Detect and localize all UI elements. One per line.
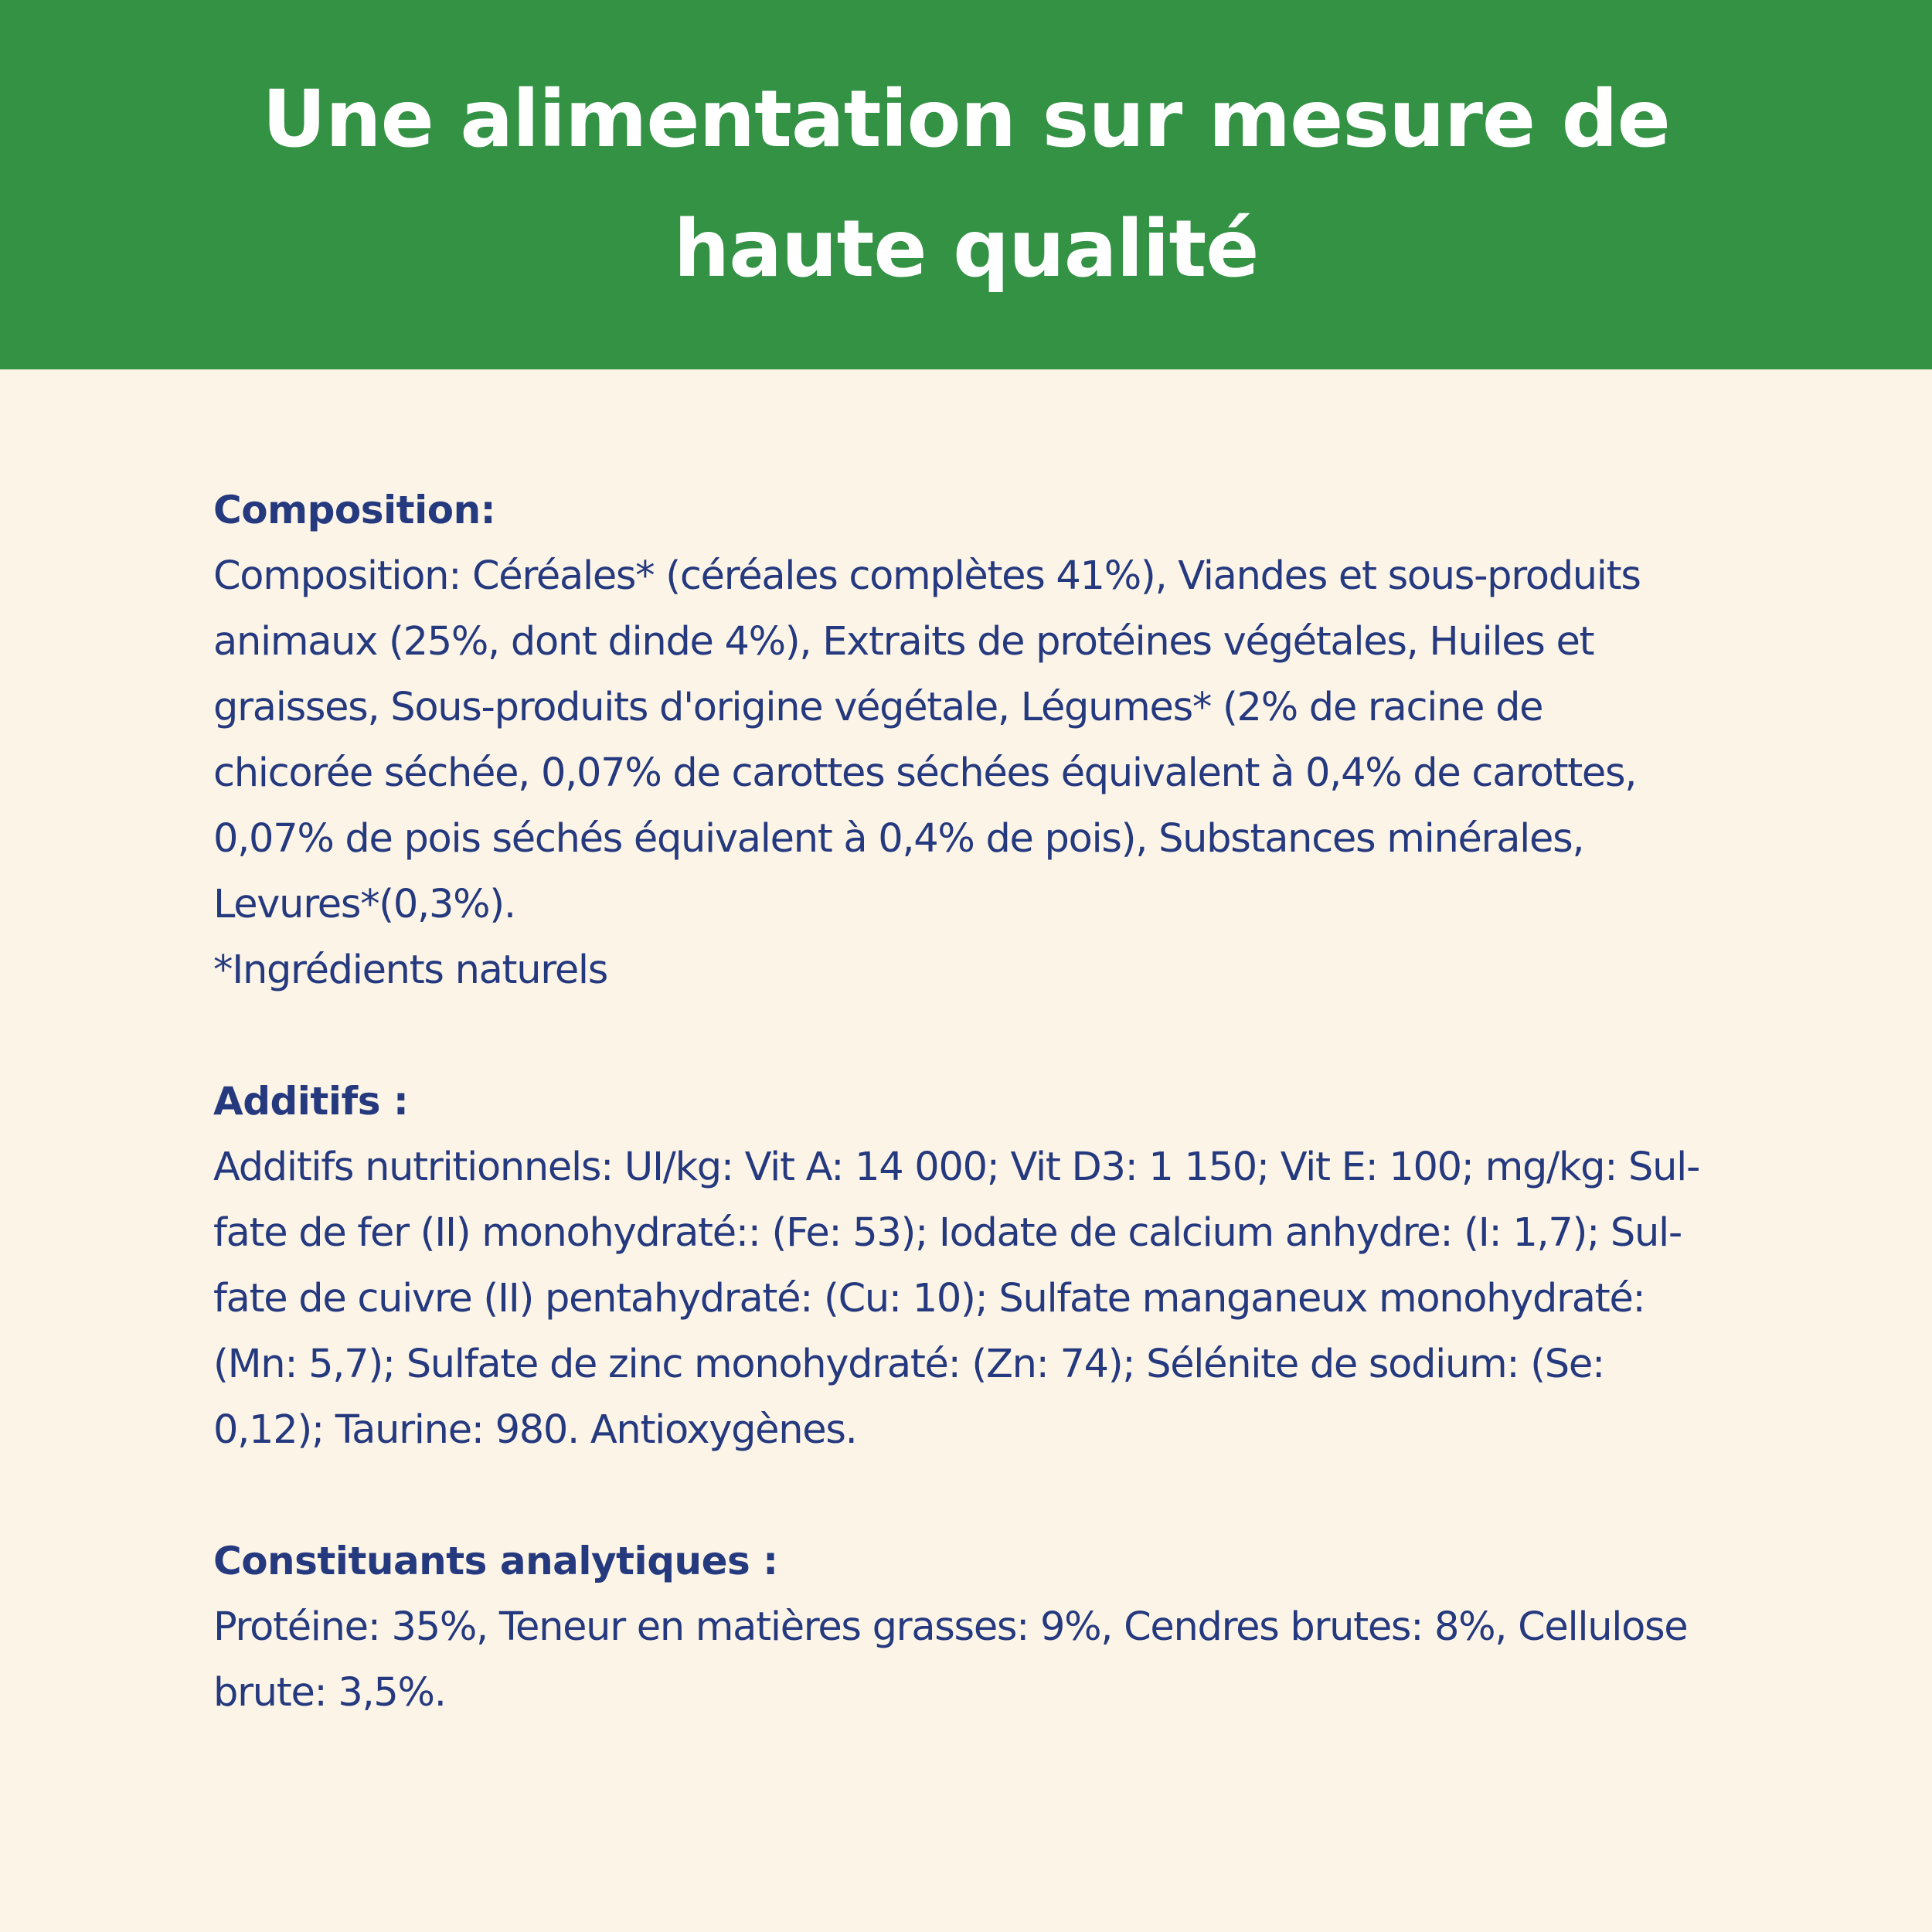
constituants-section [213,1529,1759,1726]
constituants-heading: Constituants analytiques : [213,1539,778,1583]
additifs-line: Additifs nutritionnels: UI/kg: Vit A: 14 000; Vit D3: 1 150; Vit E: 100; mg/kg: Sul- [213,1145,1700,1190]
additifs-heading: Additifs : [213,1079,409,1124]
composition-line: animaux (25%, dont dinde 4%), Extraits de protéines végétales, Huiles et [213,619,1594,665]
composition-line: chicorée séchée, 0,07% de carottes séchées équivalent à 0,4% de carottes, [213,750,1637,796]
composition-heading: Composition: [213,488,496,532]
composition-line: Composition: Céréales* (céréales complètes 41%), Viandes et sous-produits [213,553,1641,599]
page-title-line-2: haute qualité [673,203,1259,295]
additifs-line: fate de cuivre (II) pentahydraté: (Cu: 10); Sulfate manganeux monohydraté: [213,1276,1645,1321]
additifs-line: fate de fer (II) monohydraté:: (Fe: 53); Iodate de calcium anhydre: (I: 1,7); Sul- [213,1210,1682,1256]
additifs-line: (Mn: 5,7); Sulfate de zinc monohydraté: (Zn: 74); Sélénite de sodium: (Se: [213,1342,1604,1387]
page-title [116,55,1816,315]
additifs-line: 0,12); Taurine: 980. Antioxygènes. [213,1407,857,1453]
composition-section [213,478,1759,1003]
composition-line: graisses, Sous-produits d'origine végétale, Légumes* (2% de racine de [213,685,1543,730]
composition-line: Levures*(0,3%). [213,882,515,927]
natural-ingredients-note: *Ingrédients naturels [213,947,608,993]
header-banner [0,0,1932,369]
constituants-line: Protéine: 35%, Teneur en matières grasses: 9%, Cendres brutes: 8%, Cellulose [213,1604,1688,1650]
page-title-line-1: Une alimentation sur mesure de [262,73,1670,165]
composition-line: 0,07% de pois séchés équivalent à 0,4% de pois), Substances minérales, [213,816,1584,862]
additifs-section [213,1069,1759,1463]
constituants-line: brute: 3,5%. [213,1670,446,1716]
main-content [213,478,1759,1726]
